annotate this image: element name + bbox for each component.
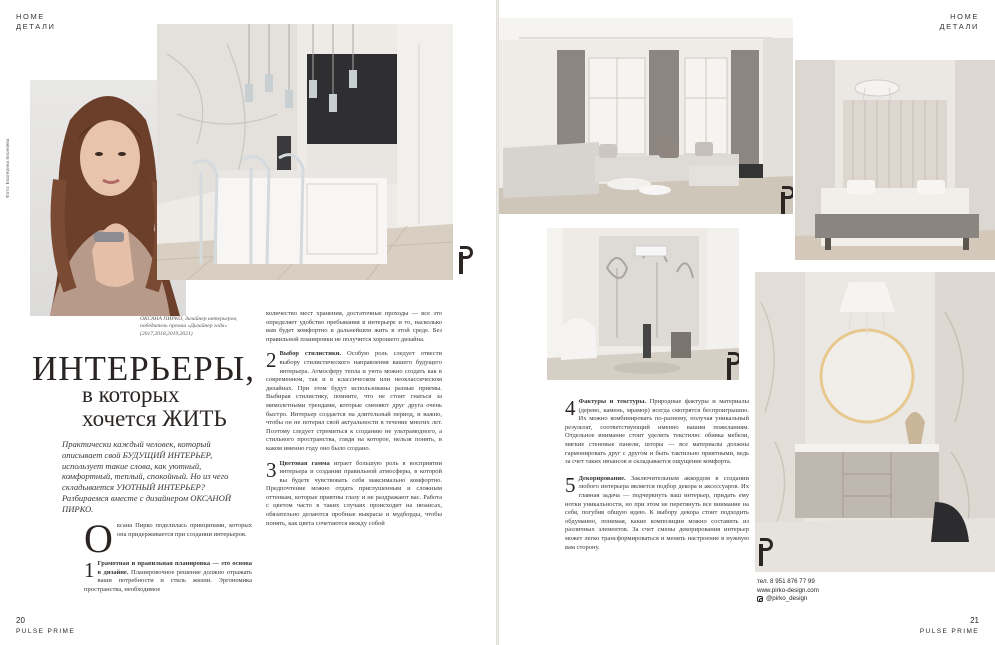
intro-paragraph: [84, 516, 252, 561]
article-lead: Практически каждый человек, который описывает свой БУДУЩИЙ ИНТЕРЬЕР, использует такие слова, как уютный, комфортный, теплый, спокойный. Но из чего складывается УЮТНЫЙ ИНТЕРЬЕР? Разбираемся вместе с дизайнером ОКСАНОЙ ПИРКО.: [62, 439, 232, 514]
magazine-name-right: PULSE PRIME: [919, 628, 979, 635]
section-sublabel: ДЕТАЛИ: [939, 22, 979, 31]
point-number: 2: [266, 348, 277, 373]
point-number: 3: [266, 457, 277, 482]
bathroom-photo: [755, 272, 995, 572]
point-number: 4: [565, 396, 576, 420]
section-header-left: [16, 12, 56, 32]
caption-role: , дизайнер интерьеров,: [182, 316, 238, 322]
point-5: [565, 472, 749, 552]
point-3: [266, 457, 443, 529]
point-heading: Выбор стилистики.: [279, 350, 342, 358]
point-1-continued: количество мест хранения, достаточные проходы — все это определяет удобство пребывания в интерьере и то, насколько вам будет комфортно в дальнейшем жить в этой среде. Без правильной планировки не получится хорошего дизайна.: [266, 310, 442, 343]
caption-name: ОКСАНА ПИРКО: [140, 316, 183, 322]
text-column-2: [266, 310, 442, 532]
text-column-1: [84, 516, 252, 598]
point-text: играет большую роль в восприятии интерьера и создании правильной атмосферы, в которой вы будете чувствовать себя максимально комфортно. Предпочтение можно отдать приглушенным и сложным оттенкам, которые приятны глазу и не раздражают вас. Работа с цветом часто в таких случаях происходит на нюансах, обязательно делаются пробные выкрасы и мудборды, чтобы понять, как цвета сочетаются между собой: [266, 459, 443, 527]
section-label: HOME: [950, 12, 979, 21]
right-page: [499, 0, 995, 645]
point-heading: Фактуры и текстуры.: [578, 398, 647, 405]
point-4: [565, 398, 749, 467]
contact-website[interactable]: www.pirko-design.com: [757, 586, 819, 594]
point-text: Природные фактуры и материалы (дерево, камень, мрамор) всегда смотрятся беспроигрышно. Их можно комбинировать по-разному, получая уникальный результат, соответствующий именно вашим пожеланиям. Отдельное внимание стоит уделить текстилю: обивка мебели, мягкие стеновые панели, шторы — все материалы должны гармонировать друг с другом и быть тактильно приятными, ведь за счет таких нюансов и складывается ощущение комфорта.: [565, 398, 749, 466]
contact-instagram[interactable]: @pirko_design: [766, 595, 808, 603]
contact-phone[interactable]: тел. 8 951 876 77 99: [757, 578, 815, 585]
living-room-photo: [499, 18, 793, 214]
point-text: Планировочное решение должно отражать ваши потребности и стиль жизни. Эргономика пространства, необходимое: [84, 568, 252, 593]
photo-credit: Фото: Екатерина Киселева: [6, 138, 11, 198]
page-number-left: 20: [16, 616, 25, 625]
caption-award: победитель премии «Дизайнер года» (2017,2018,2019,2021): [140, 323, 228, 337]
point-1: [84, 556, 252, 594]
brand-logo-icon: [725, 352, 739, 380]
point-heading: Декорирование.: [578, 474, 626, 482]
point-text: Особую роль следует отвести выбору стилистического направления вашего будущего интерьера. Атмосферу тепла и уюта можно создать как в современном, так и в классическом или неоклассическом дизайнах. При этом будут использованы разные приемы. Выбирая стилистику, помните, что не стоит гнаться за мимолетными трендами, которые сменяют друг друга очень быстро. Интерьер создается на длительный период, и важно, чтобы он не потерял свой актуальности в течение многих лет. Поэтому следует стремиться к созданию не ультрамодного, а стильного пространства, глядя на которое, нельзя понять, в каком именно году оно было создано.: [266, 350, 443, 452]
point-2: [266, 350, 442, 453]
lounge-photo: [547, 228, 739, 380]
brand-logo-icon: [757, 538, 775, 566]
point-number: 1: [84, 558, 95, 582]
point-text: Заключительным аккордом в создании любого интерьера является подбор декора и аксессуаров. Их главная задача — подчеркнуть ваш интерьер, придать ему нотки уникальности, но при этом не перетянуть все внимание на себя, погубив общую идею. К выбору декора стоит подходить обдуманно, понимая, какие композиции можно составить из различных элементов. За счет смены декорирования интерьер может легко трансформироваться и менять настроение в нужную вам сторону.: [565, 474, 749, 551]
portrait-caption: [140, 316, 260, 338]
article-title-line2: в которых: [82, 382, 180, 407]
drop-cap: О: [84, 516, 113, 561]
text-column-3: [565, 398, 749, 556]
section-header-right: [940, 12, 980, 32]
magazine-name-left: PULSE PRIME: [16, 628, 76, 635]
instagram-icon: [757, 596, 763, 602]
brand-logo-icon: [457, 246, 475, 274]
section-label: HOME: [16, 12, 45, 21]
intro-text: ксана Пирко поделилась принципами, которых она придерживается при создании интерьеров.: [116, 522, 252, 538]
kitchen-photo: [157, 24, 453, 280]
article-title-line1: ИНТЕРЬЕРЫ,: [32, 349, 255, 388]
section-sublabel: ДЕТАЛИ: [16, 22, 56, 31]
article-title-line3: хочется ЖИТЬ: [82, 406, 227, 431]
point-heading: Грамотная и правильная планировка — это основа в дизайне.: [97, 560, 252, 576]
point-number: 5: [565, 472, 576, 497]
contact-block: [757, 578, 819, 604]
left-page: [0, 0, 496, 645]
point-heading: Цветовая гамма: [279, 459, 330, 467]
brand-logo-icon: [779, 186, 793, 214]
bedroom-photo: [795, 60, 995, 260]
page-number-right: 21: [970, 616, 979, 625]
